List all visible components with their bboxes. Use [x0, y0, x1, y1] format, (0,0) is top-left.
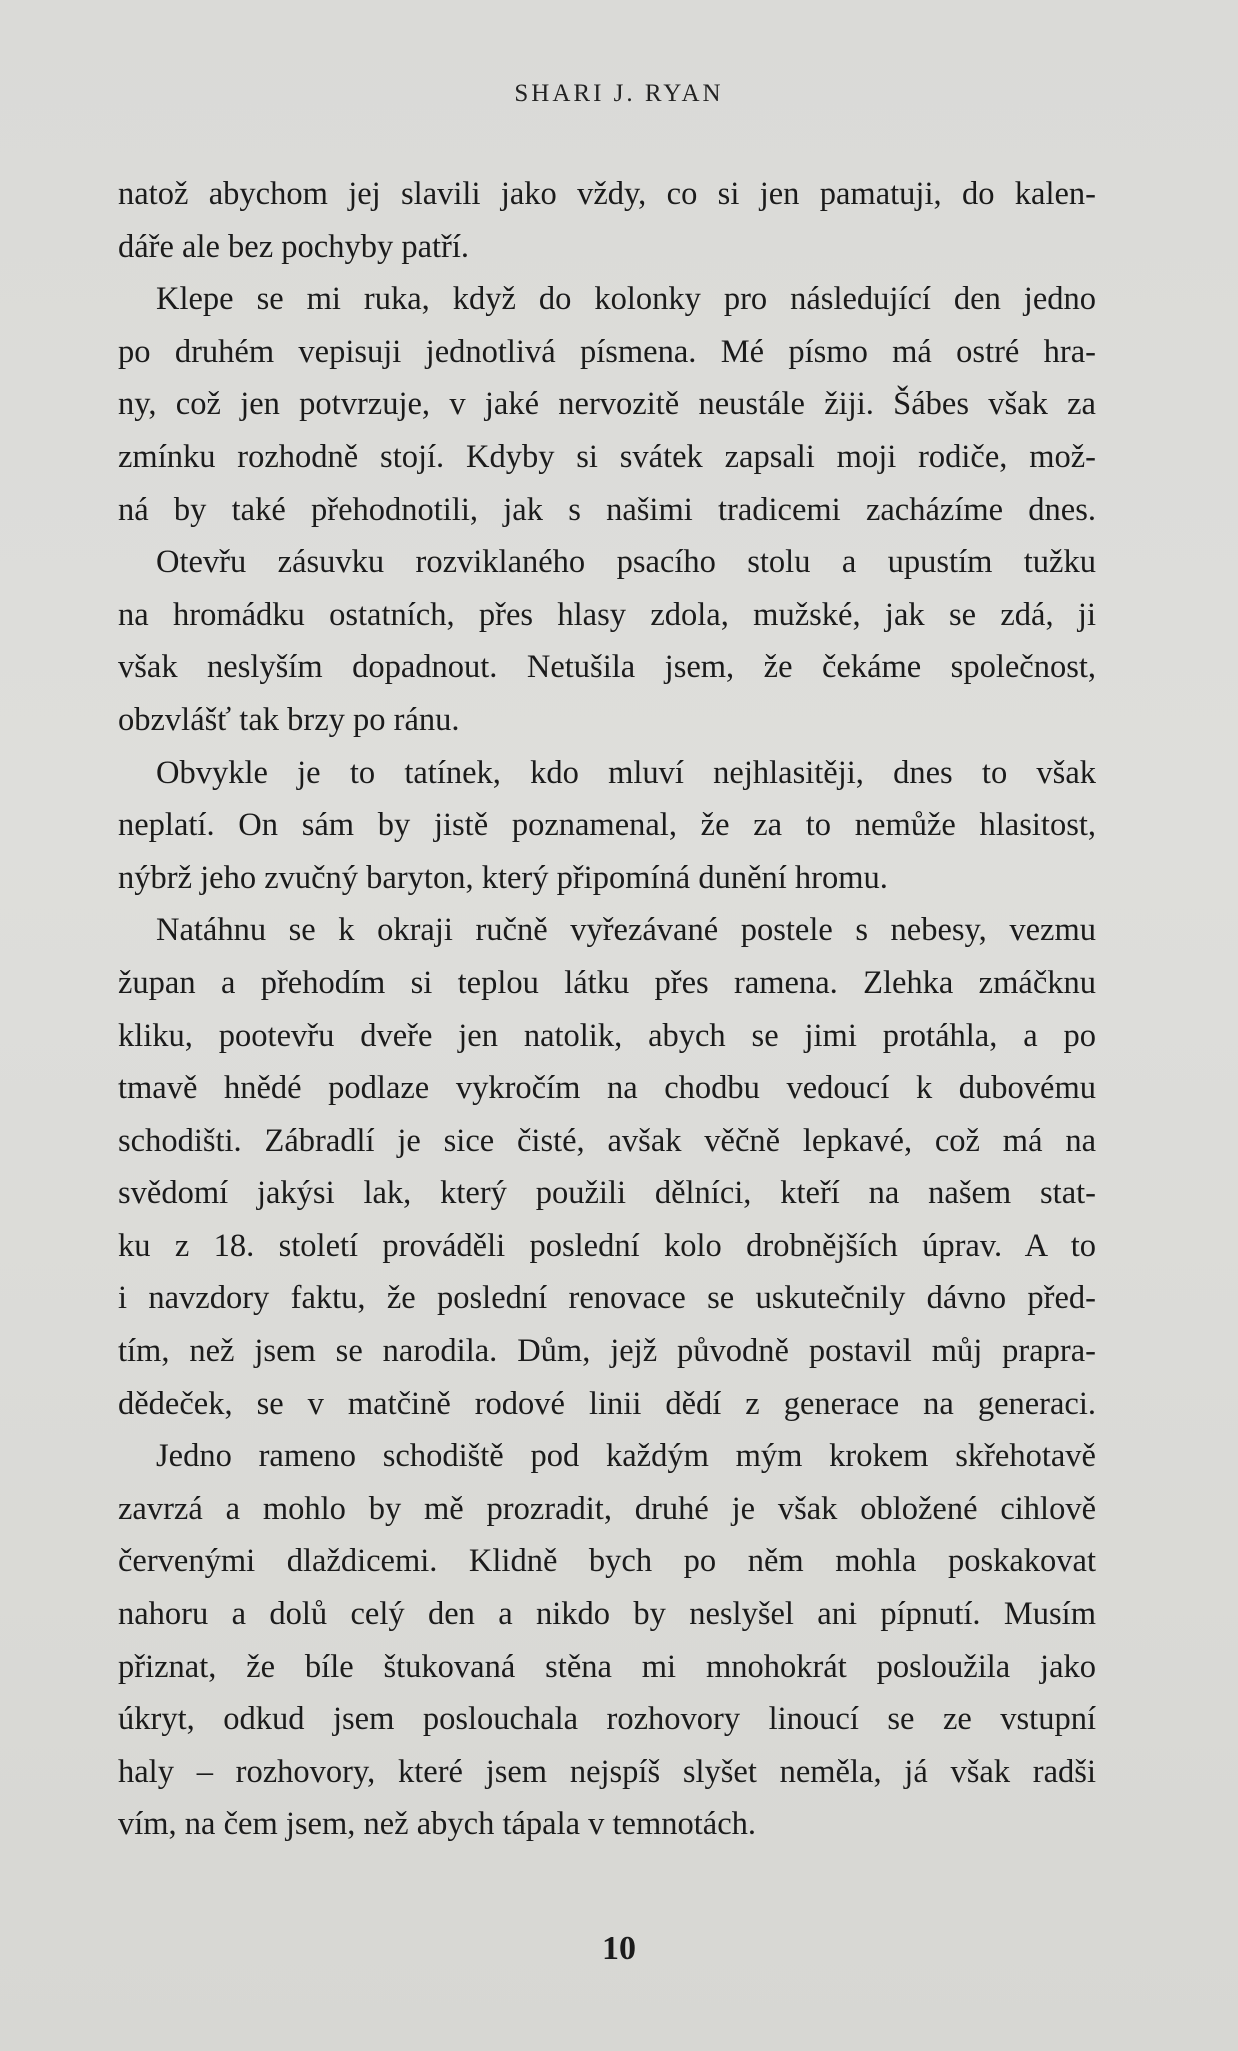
text-line: tím, než jsem se narodila. Dům, jejž původně postavil můj prapra- — [118, 1333, 1096, 1370]
paragraph — [118, 168, 1096, 273]
text-line: však neslyším dopadnout. Netušila jsem, že čekáme společnost, — [118, 649, 1096, 686]
text-line: vím, na čem jsem, než abych tápala v temnotách. — [118, 1806, 757, 1843]
text-line: dáře ale bez pochyby patří. — [118, 228, 470, 265]
paragraph — [118, 747, 1096, 905]
text-line: schodišti. Zábradlí je sice čisté, avšak věčně lepkavé, což má na — [118, 1122, 1096, 1159]
paragraph — [118, 1430, 1096, 1851]
paragraph — [118, 904, 1096, 1430]
text-line: haly – rozhovory, které jsem nejspíš slyšet neměla, já však radši — [118, 1753, 1096, 1790]
text-line: obzvlášť tak brzy po ránu. — [118, 701, 460, 738]
text-line: ny, což jen potvrzuje, v jaké nervozitě neustále žiji. Šábes však za — [118, 386, 1096, 423]
text-line: Klepe se mi ruka, když do kolonky pro následující den jedno — [156, 281, 1096, 318]
text-line: červenými dlaždicemi. Klidně bych po něm mohla poskakovat — [118, 1543, 1096, 1580]
page-number: 10 — [602, 1930, 636, 1967]
text-line: Jedno rameno schodiště pod každým mým krokem skřehotavě — [156, 1438, 1096, 1475]
text-line: ná by také přehodnotili, jak s našimi tradicemi zacházíme dnes. — [118, 491, 1096, 528]
text-line: Natáhnu se k okraji ručně vyřezávané postele s nebesy, vezmu — [156, 912, 1096, 949]
text-line: i navzdory faktu, že poslední renovace se uskutečnily dávno před- — [118, 1280, 1096, 1317]
text-line: přiznat, že bíle štukovaná stěna mi mnohokrát posloužila jako — [118, 1648, 1096, 1685]
text-line: ku z 18. století prováděli poslední kolo drobnějších úprav. A to — [118, 1227, 1096, 1264]
text-line: nahoru a dolů celý den a nikdo by neslyšel ani pípnutí. Musím — [118, 1596, 1096, 1633]
running-head: SHARI J. RYAN — [514, 80, 724, 107]
text-line: Obvykle je to tatínek, kdo mluví nejhlasitěji, dnes to však — [156, 754, 1096, 791]
text-line: dědeček, se v matčině rodové linii dědí z generace na generaci. — [118, 1385, 1096, 1422]
text-line: župan a přehodím si teplou látku přes ramena. Zlehka zmáčknu — [118, 964, 1096, 1001]
text-line: po druhém vepisuji jednotlivá písmena. Mé písmo má ostré hra- — [118, 333, 1096, 370]
text-line: kliku, pootevřu dveře jen natolik, abych se jimi protáhla, a po — [118, 1017, 1096, 1054]
text-line: neplatí. On sám by jistě poznamenal, že za to nemůže hlasitost, — [118, 807, 1096, 844]
paragraph — [118, 536, 1096, 746]
body-text — [118, 168, 1096, 1851]
text-line: zavrzá a mohlo by mě prozradit, druhé je však obložené cihlově — [118, 1490, 1096, 1527]
text-line: zmínku rozhodně stojí. Kdyby si svátek zapsali moji rodiče, mož- — [118, 438, 1096, 475]
text-line: svědomí jakýsi lak, který použili dělníci, kteří na našem stat- — [118, 1175, 1096, 1212]
text-line: tmavě hnědé podlaze vykročím na chodbu vedoucí k dubovému — [118, 1070, 1096, 1107]
text-line: úkryt, odkud jsem poslouchala rozhovory linoucí se ze vstupní — [118, 1701, 1096, 1738]
text-line: na hromádku ostatních, přes hlasy zdola, mužské, jak se zdá, ji — [118, 596, 1096, 633]
text-line: natož abychom jej slavili jako vždy, co si jen pamatuji, do kalen- — [118, 176, 1096, 212]
text-line: Otevřu zásuvku rozviklaného psacího stolu a upustím tužku — [156, 544, 1096, 581]
paragraph — [118, 273, 1096, 536]
text-line: nýbrž jeho zvučný baryton, který připomíná dunění hromu. — [118, 859, 888, 896]
